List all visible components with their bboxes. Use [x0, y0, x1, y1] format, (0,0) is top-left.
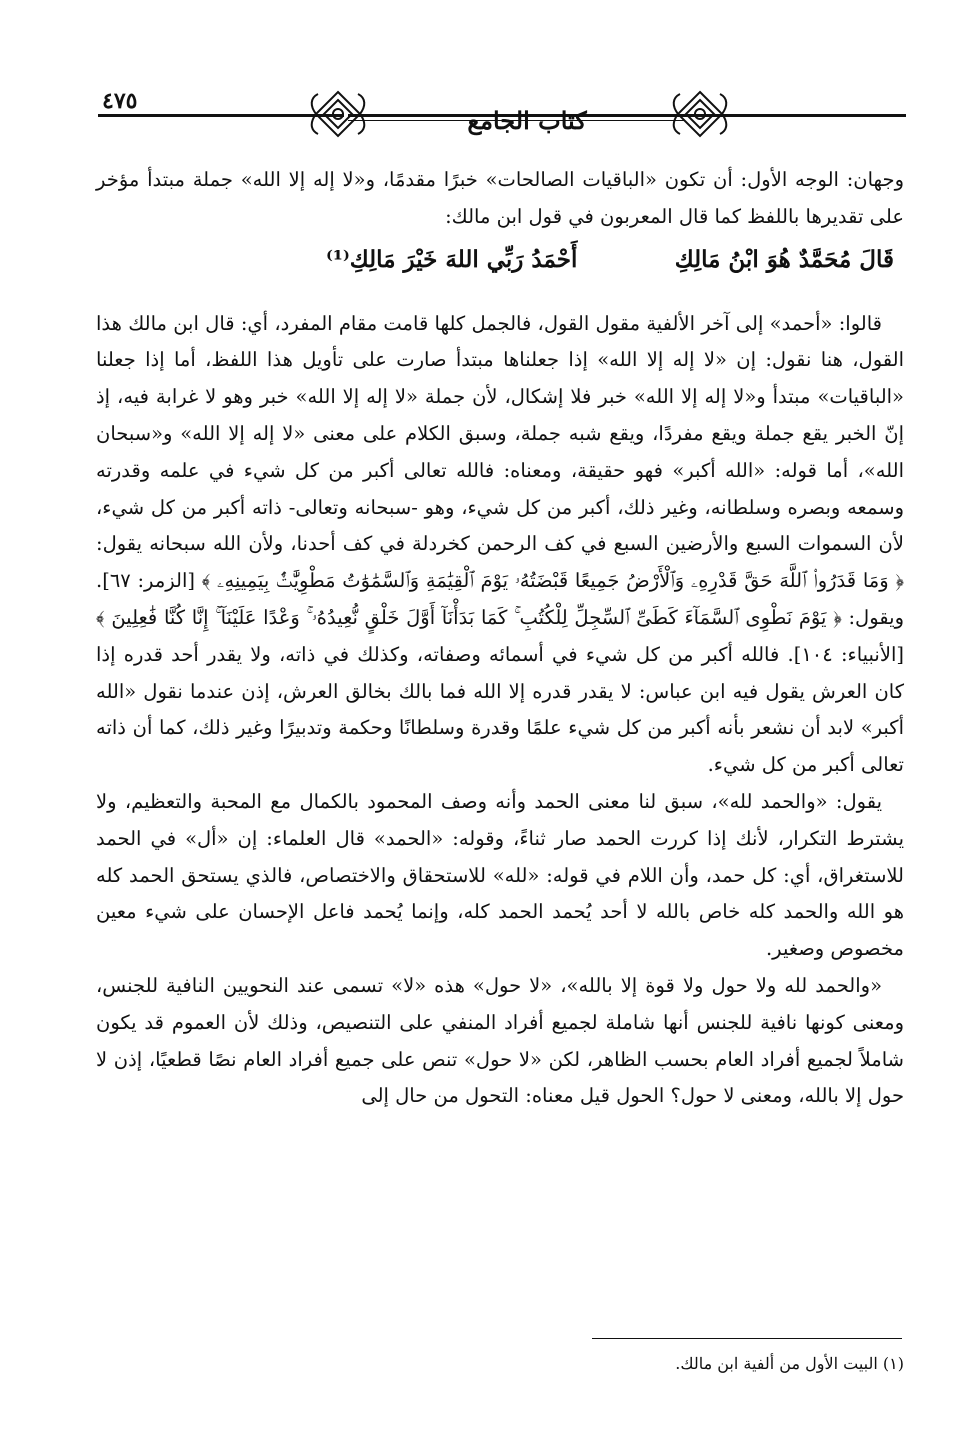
body-text — [96, 162, 904, 1115]
page-header — [98, 86, 906, 142]
paragraph-3: يقول: «والحمد لله»، سبق لنا معنى الحمد وأنه وصف المحمود بالكمال مع المحبة والتعظيم، ولا يشترط التكرار، لأنك إذا كررت الحمد صار ثناءً، وقوله: «الحمد» قال العلماء: إن «أل» في الحمد للاستغراق، أي: كل حمد، وأن اللام في قوله: «لله» للاستحقاق والاختصاص، فالذي يستحق الحمد كله هو الله والحمد كله خاص بالله لا أحد يُحمد الحمد كله، وإنما يُحمد فاعل الإحسان على شيء معين مخصوص وصغير. — [96, 789, 904, 961]
verse-second-hemistich: أَحْمَدُ رَبِّي اللهَ خَيْرَ مَالِكِ⁽¹⁾ — [326, 245, 578, 273]
footnote: (١) البيت الأول من ألفية ابن مالك. — [675, 1354, 904, 1373]
paragraph-1: وجهان: الوجه الأول: أن تكون «الباقيات الصالحات» خبرًا مقدمًا، و«لا إله إلا الله» جملة مبتدأ مؤخر على تقديرها باللفظ كما قال المعربون في قول ابن مالك: — [96, 168, 904, 228]
page-number: ٤٧٥ — [102, 88, 138, 114]
paragraph-2: قالوا: «أحمد» إلى آخر الألفية مقول القول، فالجمل كلها قامت مقام المفرد، أي: قال ابن مالك هذا القول، هنا نقول: إن «لا إله إلا الله» إذا جعلناها مبتدأ صارت على تأويل هذا اللفظ، أما إذا جعلنا «الباقيات» مبتدأ و«لا إله إلا الله» خبر فلا إشكال، لأن جملة «لا إله إلا الله» خبر وهو لا غرابة فيه، إذ إنّ الخبر يقع جملة ويقع مفردًا، ويقع شبه جملة، وسبق الكلام على معنى «لا إله إلا الله» و«سبحان الله»، أما قوله: «الله أكبر» فهو حقيقة، ومعناه: فالله تعالى أكبر من كل شيء في علمه وقدرته وسمعه وبصره وسلطانه، وغير ذلك، أكبر من كل شيء، وهو -سبحانه وتعالى- ذاته أكبر من كل شيء، لأن السموات السبع والأرضين السبع في كف الرحمن كخردلة في كف أحدنا، ولأن الله سبحانه يقول: ﴿ وَمَا قَدَرُوا۟ ٱللَّهَ حَقَّ قَدْرِهِۦ وَٱلْأَرْضُ جَمِيعًا قَبْضَتُهُۥ يَوْمَ ٱلْقِيَٰمَةِ وَٱلسَّمَٰوَٰتُ مَطْوِيَّٰتٌۢ بِيَمِينِهِۦ ﴾ [الزمر: ٦٧]. ويقول: ﴿ يَوْمَ نَطْوِى ٱلسَّمَآءَ كَطَىِّ ٱلسِّجِلِّ لِلْكُتُبِ ۚ كَمَا بَدَأْنَآ أَوَّلَ خَلْقٍ نُّعِيدُهُۥ ۚ وَعْدًا عَلَيْنَآ ۚ إِنَّا كُنَّا فَٰعِلِينَ ﴾ [الأنبياء: ١٠٤]. فالله أكبر من كل شيء في أسمائه وصفاته، وكذلك في ذاته، ولا يقدر أحد قدره إذا كان العرش يقول فيه ابن عباس: لا يقدر قدره إلا الله فما بالك بخالق العرش، إذن عندما نقول «الله أكبر» لابد أن نشعر بأنه أكبر من كل شيء علمًا وقدرة وسلطانًا وحكمة وتدبيرًا وغير ذلك، كما أن ذاته تعالى أكبر من كل شيء. — [96, 311, 904, 777]
paragraph-4: «والحمد لله ولا حول ولا قوة إلا بالله»، «لا حول» هذه «لا» تسمى عند النحويين النافية للجنس، ومعنى كونها نافية للجنس أنها شاملة لجميع أفراد المنفي على التنصيص، وذلك لأن العموم قد يكون شاملاً لجميع أفراد العام بحسب الظاهر، لكن «لا حول» تنص على جميع أفراد العام نصًا قطعيًا، إذن لا حول إلا بالله، ومعنى لا حول؟ الحول قيل معناه: التحول من حال إلى — [96, 973, 904, 1108]
ornament-left-icon — [308, 88, 368, 140]
footnote-separator — [592, 1338, 902, 1339]
verse-first-hemistich: قَالَ مُحَمَّدٌ هُوَ ابْنُ مَالِكِ — [674, 245, 894, 273]
ornament-right-icon — [670, 88, 730, 140]
poetry-verse — [96, 240, 904, 280]
book-title: كتاب الجامع — [467, 106, 587, 135]
